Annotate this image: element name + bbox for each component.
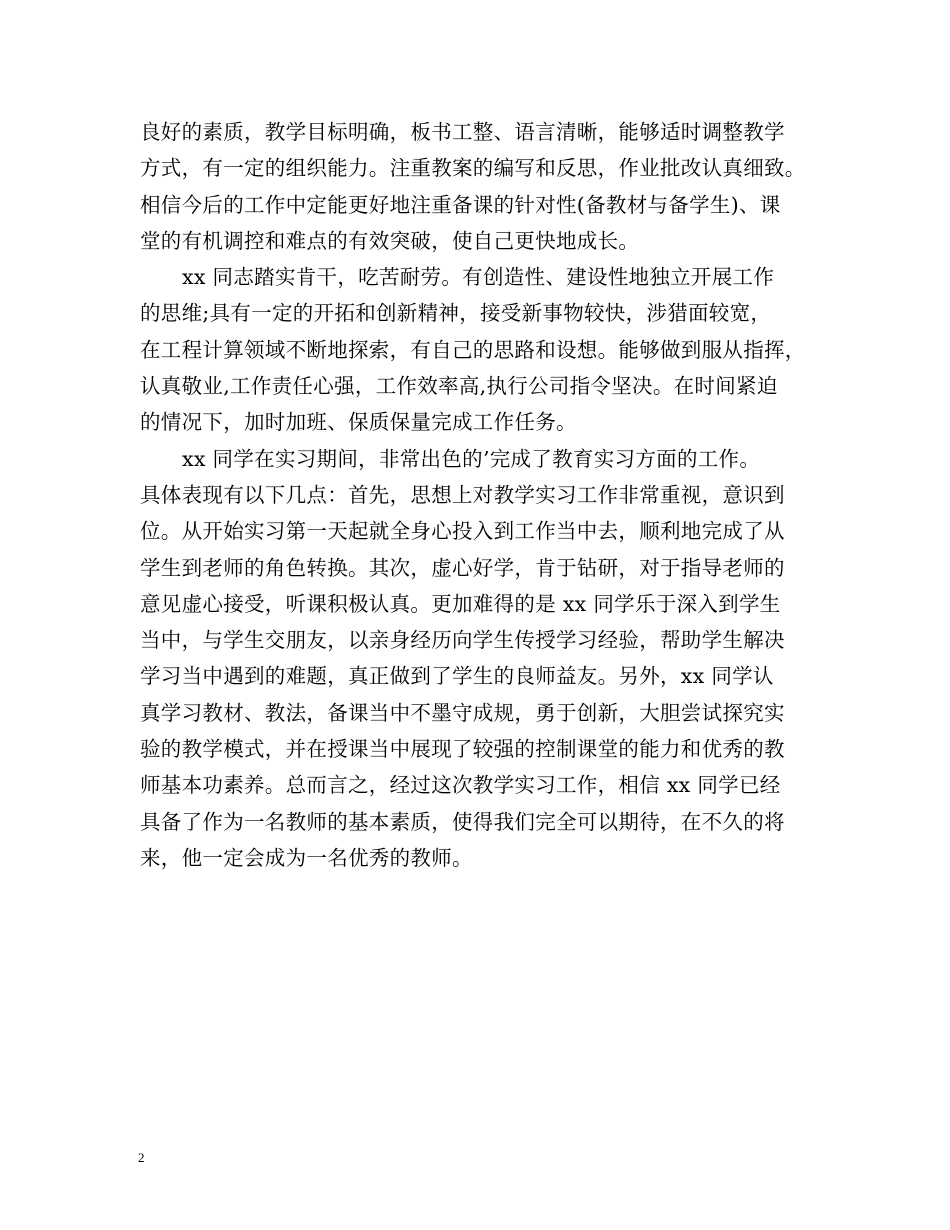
text-line: 师基本功素养。总而言之，经过这次教学实习工作，相信 xx 同学已经 [140, 773, 781, 798]
document-body [140, 114, 840, 876]
text-line: 真学习教材、教法，备课当中不墨守成规，勇于创新，大胆尝试探究实 [140, 700, 785, 725]
text-line: 学生到老师的角色转换。其次，虚心好学，肯于钻研，对于指导老师的 [140, 555, 785, 580]
text-line: 良好的素质，教学目标明确，板书工整、语言清晰，能够适时调整教学 [140, 120, 785, 144]
text-line: 相信今后的工作中定能更好地注重备课的针对性(备教材与备学生)、课 [140, 192, 781, 217]
text-line: 具体表现有以下几点：首先，思想上对教学实习工作非常重视，意识到 [140, 482, 785, 507]
text-line: 意见虚心接受，听课积极认真。更加难得的是 xx 同学乐于深入到学生 [140, 591, 781, 616]
text-line: 堂的有机调控和难点的有效突破，使自己更快地成长。 [140, 228, 640, 253]
text-line: 当中，与学生交朋友，以亲身经历向学生传授学习经验，帮助学生解决 [140, 628, 785, 653]
text-line: 学习当中遇到的难题，真正做到了学生的良师益友。另外，xx 同学认 [140, 664, 774, 689]
text-line: 方式，有一定的组织能力。注重教案的编写和反思，作业批改认真细致。 [140, 156, 806, 181]
text-line: 在工程计算领域不断地探索，有自己的思路和设想。能够做到服从指挥， [140, 337, 806, 362]
text-line: 的思维;具有一定的开拓和创新精神，接受新事物较快，涉猎面较宽， [140, 301, 772, 326]
paragraph-first-line: xx 同志踏实肯干，吃苦耐劳。有创造性、建设性地独立开展工作 [182, 265, 775, 290]
text-line: 的情况下，加时加班、保质保量完成工作任务。 [140, 410, 577, 435]
paragraph-first-line: xx 同学在实习期间，非常出色的’完成了教育实习方面的工作。 [182, 446, 761, 471]
page-number: 2 [138, 1150, 145, 1165]
text-line: 位。从开始实习第一天起就全身心投入到工作当中去，顺利地完成了从 [140, 519, 785, 544]
text-line: 认真敬业,工作责任心强，工作效率高,执行公司指令坚决。在时间紧迫 [140, 374, 778, 399]
text-line: 具备了作为一名教师的基本素质，使得我们完全可以期待，在不久的将 [140, 809, 785, 834]
text-line: 验的教学模式，并在授课当中展现了较强的控制课堂的能力和优秀的教 [140, 737, 785, 762]
text-line: 来，他一定会成为一名优秀的教师。 [140, 845, 473, 870]
